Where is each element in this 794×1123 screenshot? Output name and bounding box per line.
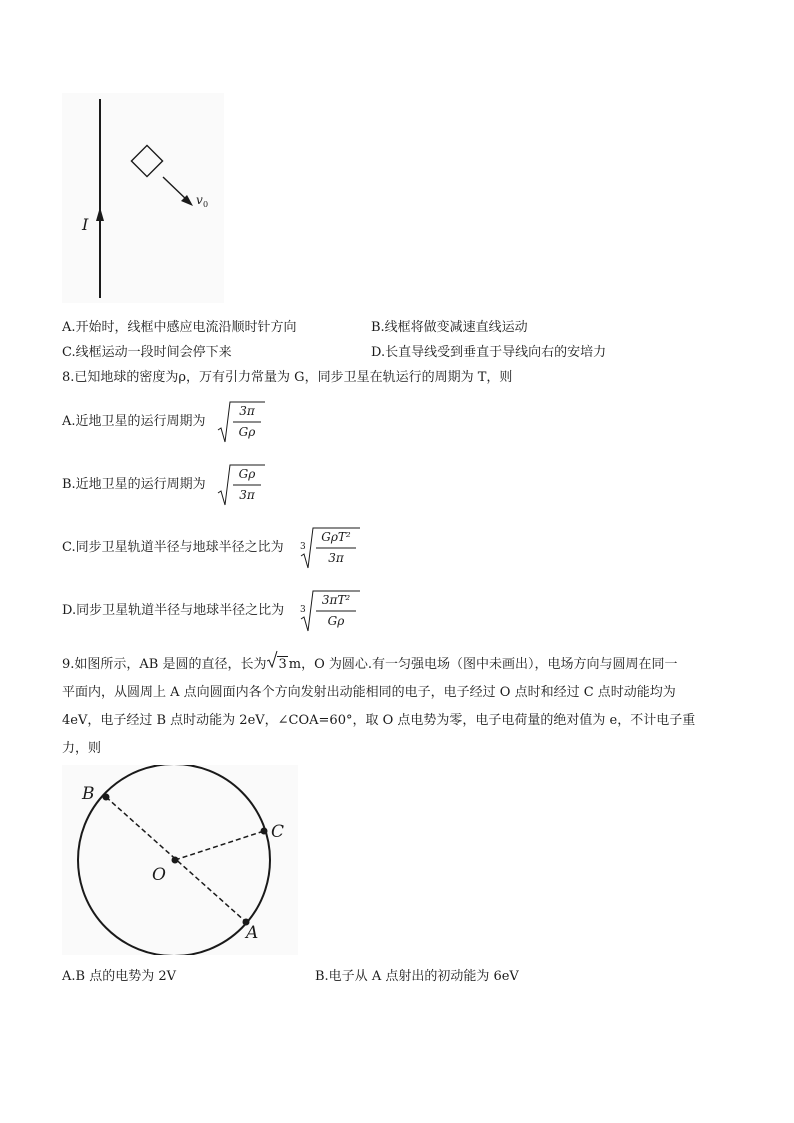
- label-c: C: [271, 822, 285, 842]
- velocity-label: v: [196, 193, 203, 207]
- q8-option-c-index: 3: [300, 542, 306, 552]
- q8-option-c-numerator: GρT²: [321, 530, 351, 544]
- q8-option-c-label: C.同步卫星轨道半径与地球半径之比为: [62, 540, 284, 555]
- current-label: I: [82, 215, 89, 234]
- q8-option-d-label: D.同步卫星轨道半径与地球半径之比为: [62, 603, 285, 618]
- label-b: B: [82, 784, 95, 804]
- q8-option-b-numerator: Gρ: [238, 467, 256, 481]
- q7-option-a: A.开始时，线框中感应电流沿顺时针方向: [62, 320, 297, 335]
- current-arrow: [96, 207, 104, 221]
- point-b: [103, 794, 110, 801]
- q8-option-d-numerator: 3πT²: [321, 593, 351, 607]
- q9-stem-line-2: 平面内，从圆周上 A 点向圆面内各个方向发射出动能相同的电子，电子经过 O 点时和经过 C 点时动能均为: [62, 685, 676, 700]
- q8-option-c-radical: [300, 526, 362, 572]
- q9-stem-line-3: 4eV，电子经过 B 点时动能为 2eV，∠COA=60°，取 O 点电势为零，电子电荷量的绝对值为 e，不计电子重: [62, 713, 696, 728]
- q8-option-b-label: B.近地卫星的运行周期为: [62, 477, 206, 492]
- point-o: [172, 857, 179, 864]
- square-loop: [131, 145, 162, 176]
- q8-option-d-denominator: Gρ: [327, 614, 345, 628]
- q8-option-a-denominator: Gρ: [238, 425, 256, 439]
- q9-stem-line-1: [62, 651, 730, 679]
- q7-option-b: B.线框将做变减速直线运动: [371, 320, 528, 335]
- q9-stem-part1: 9.如图所示，AB 是圆的直径，长为: [62, 657, 267, 672]
- label-o: O: [152, 865, 166, 885]
- q8-option-a-label: A.近地卫星的运行周期为: [62, 414, 206, 429]
- circle-figure: [62, 765, 298, 955]
- q9-option-b: B.电子从 A 点射出的初动能为 6eV: [315, 969, 519, 984]
- q9-stem-unit: m: [288, 657, 302, 672]
- q8-option-a-numerator: 3π: [239, 404, 255, 418]
- q8-option-d-index: 3: [300, 605, 306, 615]
- q8-option-d-radical: [300, 589, 362, 635]
- label-a: A: [246, 923, 259, 943]
- q9-stem-line-4: 力，则: [62, 741, 102, 756]
- q7-option-c: C.线框运动一段时间会停下来: [62, 345, 232, 360]
- q9-sqrt: [267, 651, 287, 679]
- velocity-subscript: 0: [203, 200, 209, 209]
- velocity-line: [163, 177, 188, 201]
- q9-sqrt-value: 3: [278, 657, 287, 672]
- q9-stem: [62, 651, 730, 763]
- q8-stem: 8.已知地球的密度为ρ，万有引力常量为 G，同步卫星在轨运行的周期为 T，则: [62, 370, 513, 385]
- radius-oc: [175, 831, 264, 860]
- q8-option-a-radical: [217, 400, 267, 446]
- q8-option-c-denominator: 3π: [328, 551, 344, 565]
- q8-option-b-denominator: 3π: [239, 488, 255, 502]
- q7-option-d: D.长直导线受到垂直于导线向右的安培力: [371, 345, 607, 360]
- wire-loop-figure: [62, 93, 224, 303]
- q9-stem-part2: ，O 为圆心.有一匀强电场（图中未画出），电场方向与圆周在同一: [301, 657, 678, 672]
- q9-option-a: A.B 点的电势为 2V: [62, 969, 176, 984]
- point-c: [261, 828, 268, 835]
- q8-option-b-radical: [217, 463, 267, 509]
